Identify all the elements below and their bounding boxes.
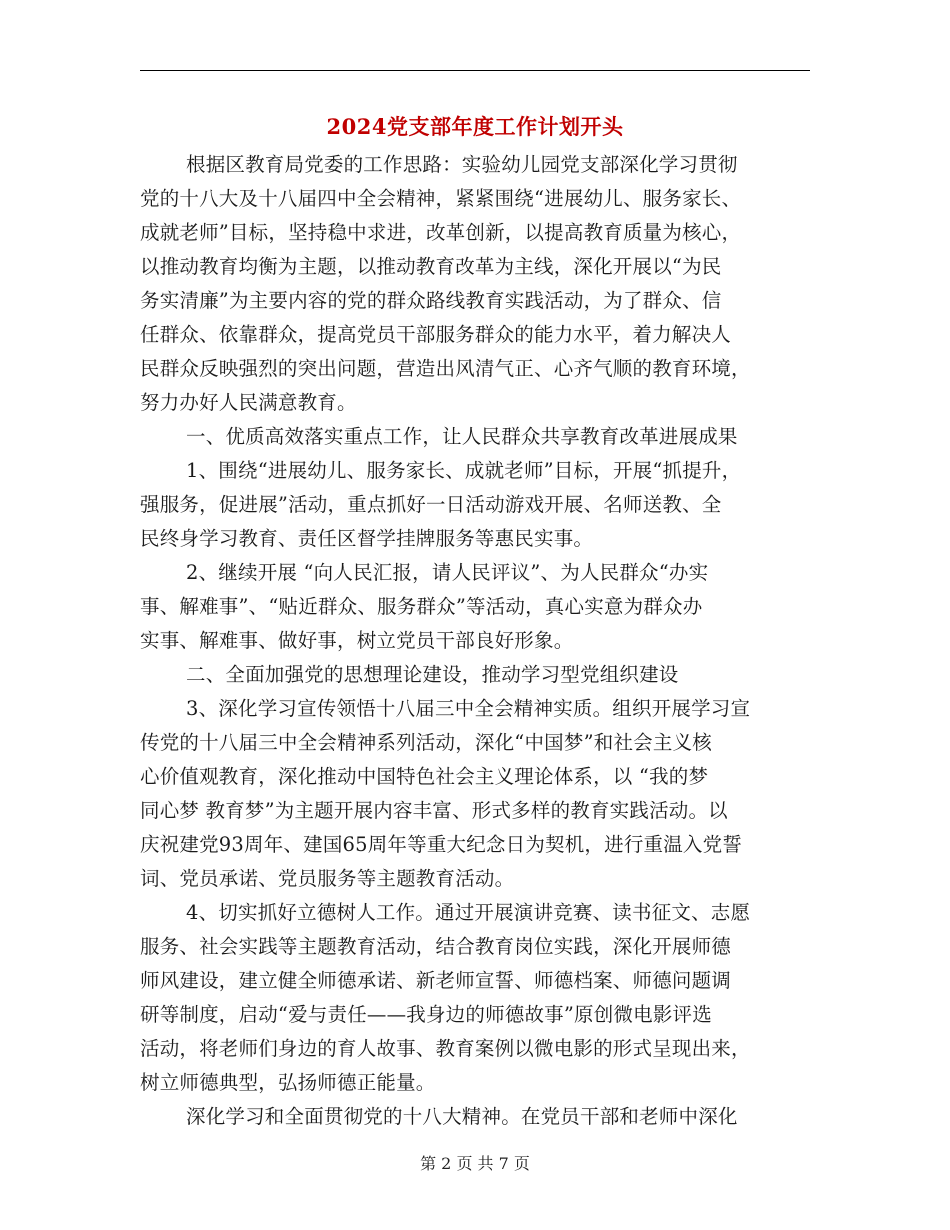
text-line: 活动，将老师们身边的育人故事、教育案例以微电影的形式呈现出来， (140, 1037, 751, 1060)
text-line: 实事、解难事、做好事，树立党员干部良好形象。 (140, 629, 574, 652)
text-line: 树立师德典型，弘扬师德正能量。 (140, 1071, 436, 1094)
document-body (140, 148, 812, 1134)
text-line: 庆祝建党93周年、建国65周年等重大纪念日为契机，进行重温入党誓 (140, 833, 743, 856)
text-line: 3、深化学习宣传领悟十八届三中全会精神实质。组织开展学习宣 (186, 697, 751, 720)
text-line: 同心梦 教育梦”为主题开展内容丰富、形式多样的教育实践活动。以 (140, 799, 728, 822)
text-line: 词、党员承诺、党员服务等主题教育活动。 (140, 867, 515, 890)
text-line: 根据区教育局党委的工作思路：实验幼儿园党支部深化学习贯彻 (186, 153, 738, 176)
text-line: 努力办好人民满意教育。 (140, 391, 357, 414)
document-title: 2024党支部年度工作计划开头 (326, 114, 624, 139)
text-line: 心价值观教育，深化推动中国特色社会主义理论体系，以 “我的梦 (140, 765, 709, 788)
text-line: 研等制度，启动“爱与责任——我身边的师德故事”原创微电影评选 (140, 1003, 712, 1026)
text-line: 二、全面加强党的思想理论建设，推动学习型党组织建设 (186, 663, 679, 686)
text-line: 党的十八大及十八届四中全会精神，紧紧围绕“进展幼儿、服务家长、 (140, 187, 742, 210)
text-line: 务实清廉”为主要内容的党的群众路线教育实践活动，为了群众、信 (140, 289, 722, 312)
text-line: 传党的十八届三中全会精神系列活动，深化“中国梦”和社会主义核 (140, 731, 712, 754)
header-rule (140, 70, 810, 71)
text-line: 师风建设，建立健全师德承诺、新老师宣誓、师德档案、师德问题调 (140, 969, 732, 992)
text-line: 成就老师”目标，坚持稳中求进，改革创新，以提高教育质量为核心， (140, 221, 742, 244)
page-footer: 第 2 页 共 7 页 (420, 1154, 530, 1173)
text-line: 2、继续开展 “向人民汇报，请人民评议”、为人民群众“办实 (186, 561, 709, 584)
text-line: 强服务，促进展”活动，重点抓好一日活动游戏开展、名师送教、全 (140, 493, 722, 516)
text-line: 深化学习和全面贯彻党的十八大精神。在党员干部和老师中深化 (186, 1105, 738, 1128)
text-line: 一、优质高效落实重点工作，让人民群众共享教育改革进展成果 (186, 425, 738, 448)
text-line: 1、围绕“进展幼儿、服务家长、成就老师”目标，开展“抓提升， (186, 459, 742, 482)
text-line: 民群众反映强烈的突出问题，营造出风清气正、心齐气顺的教育环境， (140, 357, 751, 380)
text-line: 4、切实抓好立德树人工作。通过开展演讲竞赛、读书征文、志愿 (186, 901, 751, 924)
text-line: 民终身学习教育、责任区督学挂牌服务等惠民实事。 (140, 527, 594, 550)
text-line: 事、解难事”、“贴近群众、服务群众”等活动，真心实意为群众办 (140, 595, 703, 618)
text-line: 服务、社会实践等主题教育活动，结合教育岗位实践，深化开展师德 (140, 935, 732, 958)
text-line: 以推动教育均衡为主题，以推动教育改革为主线，深化开展以“为民 (140, 255, 722, 278)
text-line: 任群众、依靠群众，提高党员干部服务群众的能力水平，着力解决人 (140, 323, 732, 346)
